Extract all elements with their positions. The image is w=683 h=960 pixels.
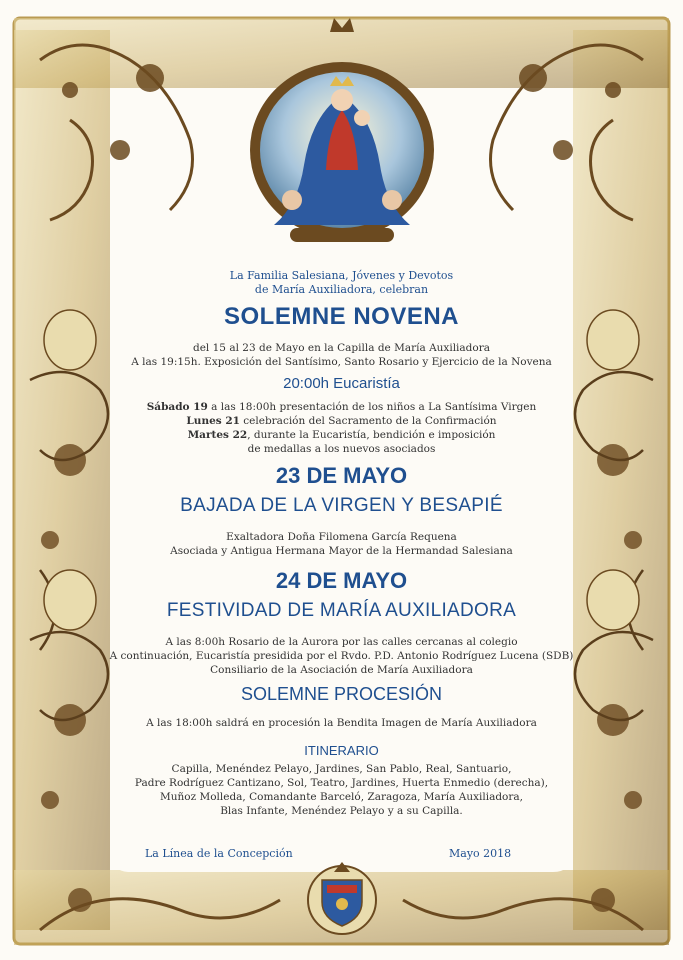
- consiliario-line: Consiliario de la Asociación de María Auxiliadora: [210, 664, 473, 676]
- lunes-text: celebración del Sacramento de la Confirmación: [239, 415, 497, 427]
- lunes-line: [0, 414, 683, 428]
- date-23-mayo: 23 DE MAYO: [275, 463, 408, 488]
- intro-line-1: La Familia Salesiana, Jóvenes y Devotos: [229, 269, 454, 282]
- festividad-title: FESTIVIDAD DE MARÍA AUXILIADORA: [166, 600, 517, 621]
- martes-line-2: de medallas a los nuevos asociados: [247, 443, 436, 455]
- procesion-title: SOLEMNE PROCESIÓN: [240, 684, 443, 704]
- martes-bold: Martes 22: [187, 429, 248, 441]
- itinerario-title: ITINERARIO: [304, 743, 379, 758]
- exaltadora-line: Exaltadora Doña Filomena García Requena: [226, 531, 457, 543]
- martes-line: [0, 428, 683, 442]
- intro-line-2: de María Auxiliadora, celebran: [254, 283, 429, 296]
- sabado-bold: Sábado 19: [146, 401, 208, 413]
- lunes-bold: Lunes 21: [186, 415, 240, 427]
- date-24-mayo: 24 DE MAYO: [275, 568, 408, 593]
- itinerario-line-2: Padre Rodríguez Cantizano, Sol, Teatro, Jardines, Huerta Enmedio (derecha),: [134, 777, 549, 789]
- novena-schedule: A las 19:15h. Exposición del Santísimo, Santo Rosario y Ejercicio de la Novena: [131, 356, 552, 368]
- itinerario-line-3: Muñoz Molleda, Comandante Barceló, Zaragoza, María Auxiliadora,: [159, 791, 523, 803]
- title-solemne-novena: SOLEMNE NOVENA: [223, 303, 460, 330]
- sabado-line: [0, 400, 683, 414]
- itinerario-line-1: Capilla, Menéndez Pelayo, Jardines, San Pablo, Real, Santuario,: [171, 763, 512, 775]
- intro-text: [0, 269, 683, 297]
- sabado-text: a las 18:00h presentación de los niños a La Santísima Virgen: [207, 401, 537, 413]
- footer-date: Mayo 2018: [449, 847, 512, 860]
- eucaristia-heading: 20:00h Eucaristía: [283, 375, 400, 392]
- rosario-line: A las 8:00h Rosario de la Aurora por las calles cercanas al colegio: [165, 636, 518, 648]
- bajada-title: BAJADA DE LA VIRGEN Y BESAPIÉ: [180, 495, 503, 516]
- novena-dates: del 15 al 23 de Mayo en la Capilla de María Auxiliadora: [193, 342, 490, 354]
- martes-text: , durante la Eucaristía, bendición e imposición: [247, 429, 496, 441]
- procesion-line: A las 18:00h saldrá en procesión la Bendita Imagen de María Auxiliadora: [146, 717, 537, 729]
- eucaristia-presidida-line: A continuación, Eucaristía presidida por el Rvdo. P.D. Antonio Rodríguez Lucena (SDB): [109, 650, 574, 662]
- footer-place: La Línea de la Concepción: [145, 847, 293, 860]
- asociada-line: Asociada y Antigua Hermana Mayor de la Hermandad Salesiana: [170, 545, 513, 557]
- itinerario-line-4: Blas Infante, Menéndez Pelayo y a su Capilla.: [220, 805, 463, 817]
